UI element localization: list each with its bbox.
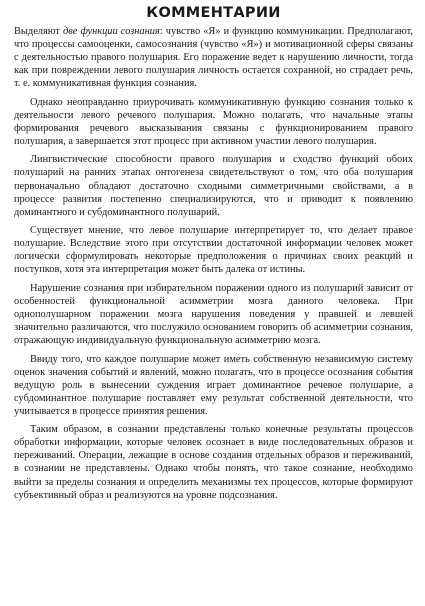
paragraph-lead: Выделяют [14, 26, 64, 37]
paragraph-communicative-function: Однако неоправданно приурочивать коммуникативную функцию сознания только к деятельности левого речевого полушария. Можно полагать, что начальные этапы формирования речевого высказывания связаны с функционированием правого полушария, а завершается этот процесс при активном участии левого полушария. [14, 96, 413, 147]
paragraph-consciousness-disorder: Нарушение сознания при избирательном поражении одного из полушарий зависит от особенностей функциональной асимметрии мозга данного человека. При однополушарном поражении мозга нарушения поведения у правшей и левшей значительно различаются, что послужило основанием говорить об асимметрии сознания, отражающую индивидуальную функциональную асимметрию мозга. [14, 282, 413, 347]
page-title: КОММЕНТАРИИ [146, 5, 281, 21]
paragraph-conclusion: Таким образом, в сознании представлены только конечные результаты процессов обработки информации, которые человек осознает в виде последовательных образов и переживаний. Операции, лежащие в основе создания отдельных образов и переживаний, в сознании не представлены. Однако чтобы понять, что такое сознание, необходимо выйти за пределы сознания и определить механизмы тех процессов, которые формируют субъективный образ и реализуются на уровне подсознания. [14, 424, 413, 501]
paragraph-left-interprets-right: Существует мнение, что левое полушарие интерпретирует то, что делает правое полушарие. Вследствие этого при отсутствии достаточной информации человек может логически сформулировать некоторые предположения о причинах своих реакций и поступков, хотя эта интерпретация может быть далека от истины. [14, 225, 413, 276]
paragraph-rest: : чувство «Я» и функцию коммуникации. Предполагают, что процессы самооценки, самосознания (чувство «Я») и мотивационной сферы связаны с деятельностью правого полушария. Его поражение ведет к нарушению личности, тогда как при повреждении левого полушария личность остается сохранной, но страдает речь, т. е. коммуникативная функция сознания. [14, 26, 414, 90]
emphasis-two-functions: две функции сознания [63, 26, 160, 37]
paragraph-hemisphere-evaluation: Ввиду того, что каждое полушарие может иметь собственную независимую систему оценок значения событий и явлений, можно полагать, что в процессе осознания события ведущую роль в вынесении суждения играет доминантное речевое полушарие, а субдоминантное полушарие поставляет ему результат собственной деятельности, что учитывается в процессе принятия решения. [14, 353, 413, 417]
paragraph-linguistic-abilities: Лингвистические способности правого полушария и сходство функций обоих полушарий на ранних этапах онтогенеза свидетельствуют о том, что оба полушария первоначально обладают достаточно сходными симметричными свойствами, а в процессе развития постепенно специализируются, что и приводит к появлению доминантного и субдоминантного полушарий. [14, 154, 413, 218]
paragraph-functions-of-consciousness [14, 25, 413, 90]
